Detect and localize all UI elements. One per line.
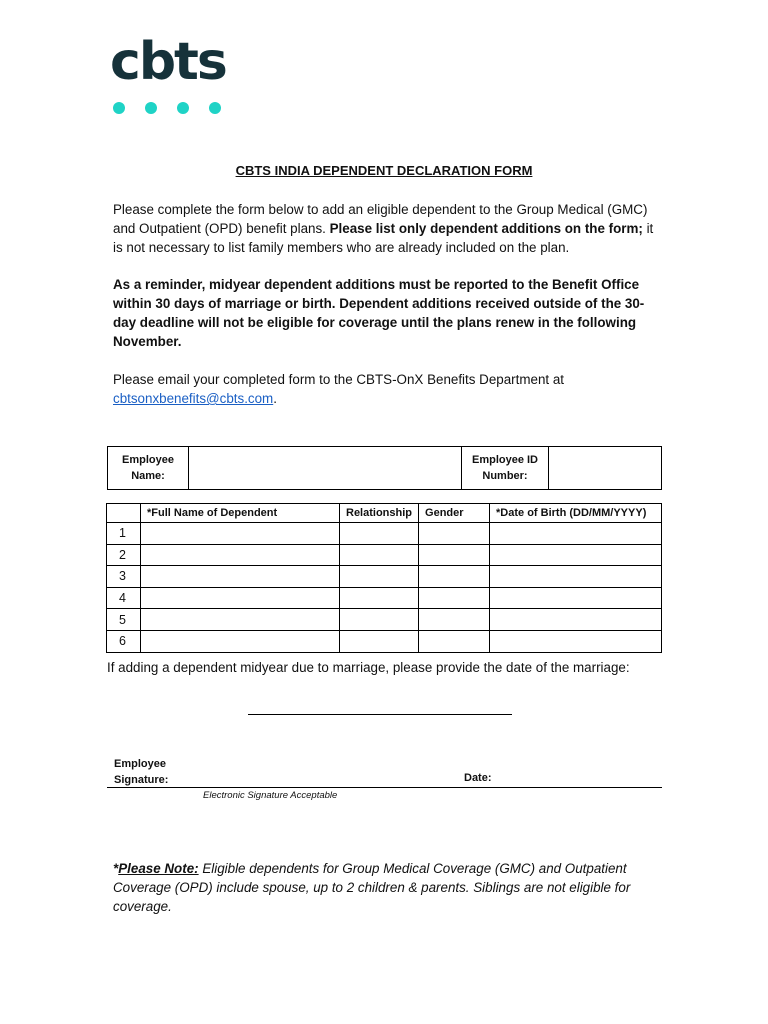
table-row	[107, 523, 662, 545]
logo-dot	[113, 102, 125, 114]
intro-text-end: it is not necessary to list family members who are already included on the plan.	[113, 221, 654, 255]
row-number: 2	[107, 544, 141, 566]
dependents-table	[106, 503, 662, 653]
row-number: 5	[107, 609, 141, 631]
logo-dot	[177, 102, 189, 114]
note-text: Eligible dependents for Group Medical Coverage (GMC) and Outpatient Coverage (OPD) include spouse, up to 2 children & parents. Siblings are not eligible for coverage.	[113, 861, 631, 914]
row-number: 6	[107, 630, 141, 652]
marriage-date-prompt: If adding a dependent midyear due to marriage, please provide the date of the marriage:	[107, 660, 630, 675]
eligibility-note	[113, 859, 658, 916]
dob-cell[interactable]	[490, 523, 662, 545]
table-row	[107, 566, 662, 588]
dob-cell[interactable]	[490, 566, 662, 588]
table-row	[107, 609, 662, 631]
full-name-cell[interactable]	[141, 544, 340, 566]
row-number: 4	[107, 587, 141, 609]
intro-paragraph	[113, 200, 658, 257]
gender-cell[interactable]	[419, 566, 490, 588]
relationship-cell[interactable]	[340, 630, 419, 652]
dob-cell[interactable]	[490, 587, 662, 609]
gender-cell[interactable]	[419, 587, 490, 609]
table-row	[107, 544, 662, 566]
intro-bold-text: Please list only dependent additions on the form;	[329, 221, 643, 236]
full-name-cell[interactable]	[141, 566, 340, 588]
gender-cell[interactable]	[419, 544, 490, 566]
reminder-paragraph: As a reminder, midyear dependent additions must be reported to the Benefit Office within 30 days of marriage or birth. Dependent additions received outside of the 30-day deadline will not be eligible for coverage until the plans renew in the following November.	[113, 277, 645, 349]
col-header-date-of-birth: *Date of Birth (DD/MM/YYYY)	[490, 504, 662, 523]
dependents-header-row	[107, 504, 662, 523]
row-number: 3	[107, 566, 141, 588]
email-paragraph	[113, 370, 658, 408]
form-title: CBTS INDIA DEPENDENT DECLARATION FORM	[235, 163, 533, 178]
col-header-full-name: *Full Name of Dependent	[141, 504, 340, 523]
note-label: Please Note:	[118, 861, 199, 876]
signature-line[interactable]	[107, 787, 662, 788]
relationship-cell[interactable]	[340, 523, 419, 545]
benefits-email-link[interactable]: cbtsonxbenefits@cbts.com	[113, 391, 274, 406]
gender-cell[interactable]	[419, 609, 490, 631]
col-header-number	[107, 504, 141, 523]
employee-name-label: Employee Name:	[108, 447, 189, 490]
table-row	[107, 587, 662, 609]
relationship-cell[interactable]	[340, 609, 419, 631]
employee-id-label: Employee ID Number:	[462, 447, 549, 490]
email-instruction: Please email your completed form to the CBTS-OnX Benefits Department at	[113, 372, 565, 387]
electronic-signature-note: Electronic Signature Acceptable	[203, 790, 338, 801]
intro-text: Please complete the form below to add an eligible dependent to the Group Medical (GMC) and Outpatient (OPD) benefit plans.	[113, 202, 648, 236]
employee-signature-label: Employee Signature:	[114, 758, 169, 786]
dob-cell[interactable]	[490, 544, 662, 566]
gender-cell[interactable]	[419, 630, 490, 652]
logo-dot	[145, 102, 157, 114]
cbts-logo: cbts	[110, 32, 226, 92]
col-header-gender: Gender	[419, 504, 490, 523]
col-header-relationship: Relationship	[340, 504, 419, 523]
logo-dot	[209, 102, 221, 114]
full-name-cell[interactable]	[141, 609, 340, 631]
table-row	[107, 630, 662, 652]
employee-name-field[interactable]	[189, 447, 462, 490]
employee-info-table	[107, 446, 662, 490]
full-name-cell[interactable]	[141, 630, 340, 652]
dob-cell[interactable]	[490, 609, 662, 631]
relationship-cell[interactable]	[340, 566, 419, 588]
signature-date-label: Date:	[464, 772, 492, 784]
full-name-cell[interactable]	[141, 523, 340, 545]
email-period: .	[273, 391, 277, 406]
relationship-cell[interactable]	[340, 544, 419, 566]
full-name-cell[interactable]	[141, 587, 340, 609]
dob-cell[interactable]	[490, 630, 662, 652]
gender-cell[interactable]	[419, 523, 490, 545]
employee-id-field[interactable]	[549, 447, 662, 490]
note-asterisk: *	[113, 861, 119, 876]
row-number: 1	[107, 523, 141, 545]
relationship-cell[interactable]	[340, 587, 419, 609]
marriage-date-line[interactable]	[248, 714, 512, 715]
